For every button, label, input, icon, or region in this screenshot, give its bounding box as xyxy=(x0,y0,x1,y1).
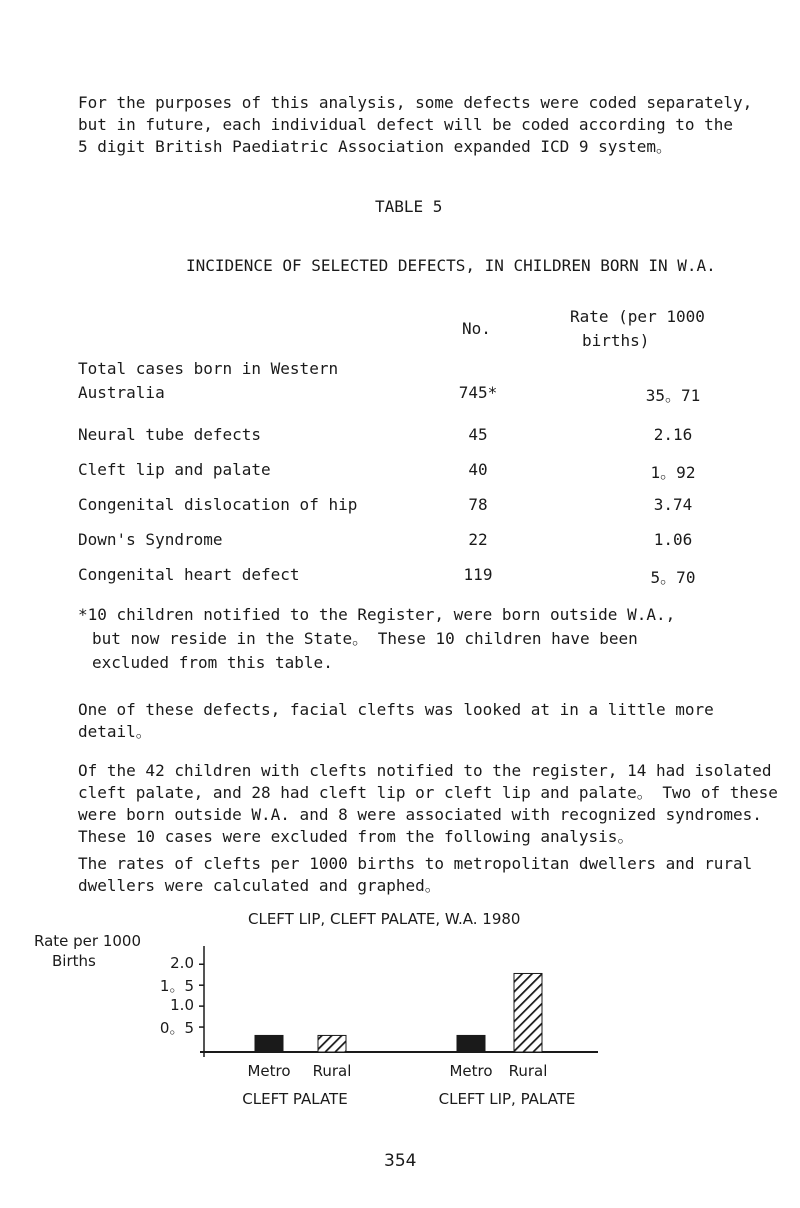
y-tick-label: 1.0 xyxy=(170,996,194,1015)
row-rate: 5。70 xyxy=(650,568,696,587)
x-category-label: Metro xyxy=(247,1062,291,1080)
paragraph-line: Of the 42 children with clefts notified to the register, 14 had isolated xyxy=(78,761,772,780)
col-header-rate: Rate (per 1000 xyxy=(570,307,705,326)
table-footnote-line: *10 children notified to the Register, were born outside W.A., xyxy=(78,605,676,624)
y-tick-label: 1。5 xyxy=(159,977,194,996)
table-row xyxy=(78,530,718,554)
paragraph-line: detail。 xyxy=(78,722,152,741)
paragraph-line: were born outside W.A. and 8 were associated with recognized syndromes. xyxy=(78,805,762,824)
col-header-rate-units: births) xyxy=(582,331,650,350)
row-no: 119 xyxy=(463,565,493,584)
table-footnote-line: excluded from this table. xyxy=(92,653,333,672)
col-header-no: No. xyxy=(462,319,491,338)
x-category-label: Rural xyxy=(508,1062,548,1080)
row-label: Cleft lip and palate xyxy=(78,460,271,479)
intro-line: but in future, each individual defect will be coded according to the xyxy=(78,115,734,134)
x-category-label: Metro xyxy=(449,1062,493,1080)
paragraph-clefts xyxy=(78,760,778,848)
bar-metro xyxy=(255,1035,283,1052)
bar-rural xyxy=(514,973,542,1052)
row-no: 78 xyxy=(468,495,488,514)
row-label: Congenital dislocation of hip xyxy=(78,495,358,514)
x-category-label: Rural xyxy=(312,1062,352,1080)
row-label: Down's Syndrome xyxy=(78,530,223,549)
table-row-total xyxy=(78,383,718,407)
paragraph-rates xyxy=(78,853,778,897)
intro-paragraph xyxy=(78,92,778,158)
total-label-line1: Total cases born in Western xyxy=(78,359,339,378)
row-rate: 2.16 xyxy=(653,425,693,444)
row-no: 45 xyxy=(468,425,488,444)
y-tick-label: 0。5 xyxy=(159,1019,194,1038)
row-rate: 35。71 xyxy=(645,386,701,405)
bar-rural xyxy=(318,1035,346,1052)
row-rate: 1。92 xyxy=(650,463,696,482)
row-label: Congenital heart defect xyxy=(78,565,300,584)
paragraph-line: dwellers were calculated and graphed。 xyxy=(78,876,441,895)
paragraph-line: One of these defects, facial clefts was looked at in a little more xyxy=(78,700,714,719)
page-number: 354 xyxy=(384,1151,417,1171)
row-no: 40 xyxy=(468,460,488,479)
y-tick-label: 2.0 xyxy=(170,954,194,973)
x-group-label: CLEFT PALATE xyxy=(242,1090,348,1108)
table-row xyxy=(78,495,718,519)
x-group-label: CLEFT LIP, PALATE xyxy=(438,1090,576,1108)
table-title: INCIDENCE OF SELECTED DEFECTS, IN CHILDREN BORN IN W.A. xyxy=(186,256,716,275)
paragraph-detail xyxy=(78,699,778,743)
row-no: 22 xyxy=(468,530,488,549)
paragraph-line: cleft palate, and 28 had cleft lip or cleft lip and palate。 Two of these xyxy=(78,783,778,802)
table-row xyxy=(78,565,718,589)
row-rate: 1.06 xyxy=(653,530,693,549)
intro-line: For the purposes of this analysis, some defects were coded separately, xyxy=(78,93,753,112)
chart-ylabel-units: Births xyxy=(52,952,96,970)
intro-line: 5 digit British Paediatric Association expanded ICD 9 system。 xyxy=(78,137,672,156)
table-row xyxy=(78,460,718,484)
table-footnote-line: but now reside in the State。 These 10 children have been xyxy=(92,629,638,648)
bar-metro xyxy=(457,1035,485,1052)
row-label: Australia xyxy=(78,383,165,402)
paragraph-line: These 10 cases were excluded from the following analysis。 xyxy=(78,827,634,846)
row-label: Neural tube defects xyxy=(78,425,262,444)
row-no: 745* xyxy=(458,383,498,402)
table-row xyxy=(78,425,718,449)
paragraph-line: The rates of clefts per 1000 births to metropolitan dwellers and rural xyxy=(78,854,753,873)
table-number: TABLE 5 xyxy=(375,197,443,216)
chart-ylabel: Rate per 1000 xyxy=(34,932,142,950)
row-rate: 3.74 xyxy=(653,495,693,514)
chart-title: CLEFT LIP, CLEFT PALATE, W.A. 1980 xyxy=(248,910,521,928)
